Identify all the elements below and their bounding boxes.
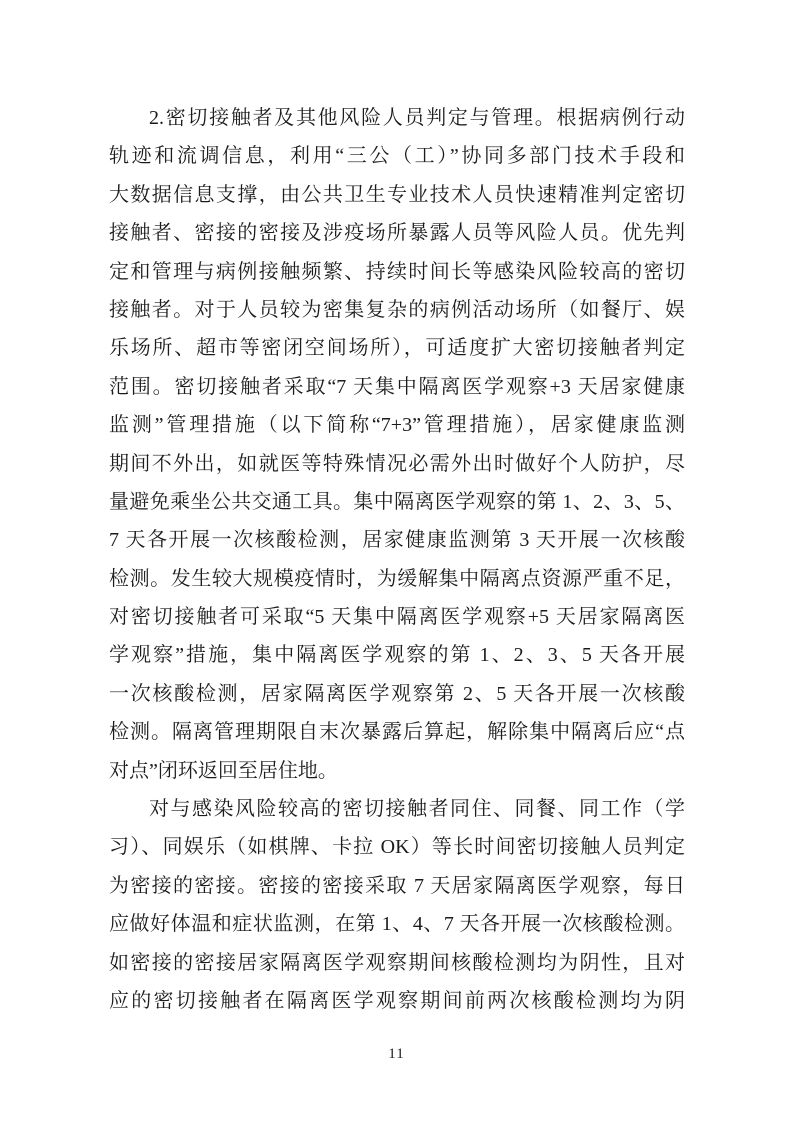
text-line: 学观察”措施，集中隔离医学观察的第 1、2、3、5 天各开展 xyxy=(109,644,685,667)
text-line: 接触者。对于人员较为密集复杂的病例活动场所（如餐厅、娱 xyxy=(109,298,685,321)
text-line: 定和管理与病例接触频繁、持续时间长等感染风险较高的密切 xyxy=(109,260,685,283)
text-line: 检测。隔离管理期限自末次暴露后算起，解除集中隔离后应“点 xyxy=(109,721,685,744)
text-line: 范围。密切接触者采取“7 天集中隔离医学观察+3 天居家健康 xyxy=(109,375,685,398)
text-line: 2.密切接触者及其他风险人员判定与管理。根据病例行动 xyxy=(149,107,685,129)
text-line: 轨迹和流调信息，利用“三公（工）”协同多部门技术手段和 xyxy=(109,145,685,168)
text-line: 应做好体温和症状监测，在第 1、4、7 天各开展一次核酸检测。 xyxy=(109,913,685,936)
paragraph-secondary-contacts xyxy=(109,790,685,1020)
text-line: 接触者、密接的密接及涉疫场所暴露人员等风险人员。优先判 xyxy=(109,222,685,245)
text-line: 如密接的密接居家隔离医学观察期间核酸检测均为阴性，且对 xyxy=(109,951,685,974)
text-line: 一次核酸检测，居家隔离医学观察第 2、5 天各开展一次核酸 xyxy=(109,682,685,705)
text-line: 大数据信息支撑，由公共卫生专业技术人员快速精准判定密切 xyxy=(109,183,685,206)
text-line: 乐场所、超市等密闭空间场所），可适度扩大密切接触者判定 xyxy=(109,337,685,360)
text-line: 量避免乘坐公共交通工具。集中隔离医学观察的第 1、2、3、5、 xyxy=(109,490,685,513)
text-line: 为密接的密接。密接的密接采取 7 天居家隔离医学观察，每日 xyxy=(109,874,685,897)
text-line: 应的密切接触者在隔离医学观察期间前两次核酸检测均为阴 xyxy=(109,989,685,1012)
text-line: 对点”闭环返回至居住地。 xyxy=(109,759,338,782)
text-line: 对与感染风险较高的密切接触者同住、同餐、同工作（学 xyxy=(149,798,685,821)
body-text xyxy=(109,99,685,1020)
text-line: 监测”管理措施（以下简称“7+3”管理措施），居家健康监测 xyxy=(109,414,685,437)
text-line: 期间不外出，如就医等特殊情况必需外出时做好个人防护，尽 xyxy=(109,452,685,475)
text-line: 7 天各开展一次核酸检测，居家健康监测第 3 天开展一次核酸 xyxy=(109,529,685,552)
paragraph-close-contact-management xyxy=(109,99,685,790)
text-line: 对密切接触者可采取“5 天集中隔离医学观察+5 天居家隔离医 xyxy=(109,606,685,629)
page-number: 11 xyxy=(388,1046,405,1062)
text-line: 习）、同娱乐（如棋牌、卡拉 OK）等长时间密切接触人员判定 xyxy=(109,836,685,859)
text-line: 检测。发生较大规模疫情时，为缓解集中隔离点资源严重不足， xyxy=(109,567,685,590)
